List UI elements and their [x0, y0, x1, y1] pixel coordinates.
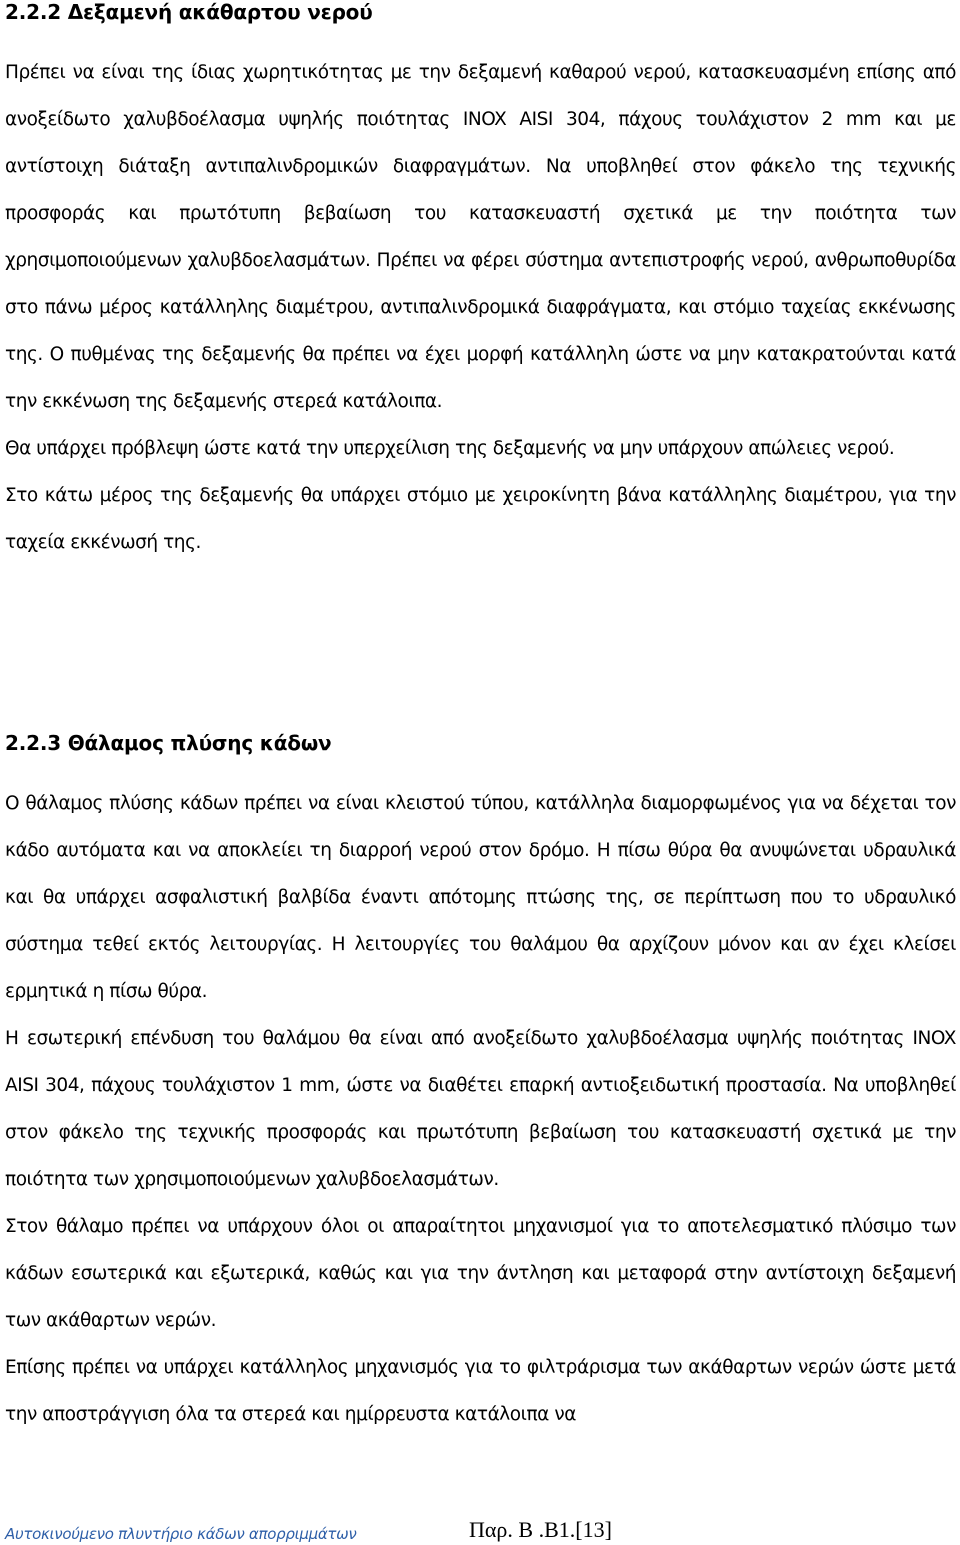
paragraph: Στο κάτω μέρος της δεξαμενής θα υπάρχει στόμιο με χειροκίνητη βάνα κατάλληλης διαμέτρου, για την ταχεία εκκένωσή της. [5, 485, 956, 553]
section-body-tank [5, 49, 956, 566]
paragraph: Θα υπάρχει πρόβλεψη ώστε κατά την υπερχείλιση της δεξαμενής να μην υπάρχουν απώλειες νερού. [5, 438, 895, 459]
footer-page-reference: Παρ. Β .Β1.[13] [469, 1517, 612, 1542]
paragraph: Επίσης πρέπει να υπάρχει κατάλληλος μηχανισμός για το φιλτράρισμα των ακάθαρτων νερών ώστε μετά την αποστράγγιση όλα τα στερεά και ημίρρευστα κατάλοιπα να [5, 1357, 956, 1425]
paragraph: Η εσωτερική επένδυση του θαλάμου θα είναι από ανοξείδωτο χαλυβδοέλασμα υψηλής ποιότητας INOX AISI 304, πάχους τουλάχιστον 1 mm, ώστε να διαθέτει επαρκή αντιοξειδωτική προστασία. Να υποβληθεί στον φάκελο της τεχνικής προσφοράς και πρωτότυπη βεβαίωση του κατασκευαστή σχετικά με την ποιότητα των χρησιμοποιούμενων χαλυβδοελασμάτων. [5, 1028, 956, 1190]
section-body-washing-chamber [5, 780, 956, 1438]
section-heading-washing-chamber: 2.2.3 Θάλαμος πλύσης κάδων [5, 731, 332, 755]
paragraph: Ο θάλαμος πλύσης κάδων πρέπει να είναι κλειστού τύπου, κατάλληλα διαμορφωμένος για να δέχεται τον κάδο αυτόματα και να αποκλείει τη διαρροή νερού στον δρόμο. Η πίσω θύρα θα ανυψώνεται υδραυλικά και θα υπάρχει ασφαλιστική βαλβίδα έναντι απότομης πτώσης της, σε περίπτωση που το υδραυλικό σύστημα τεθεί εκτός λειτουργίας. Η λειτουργίες του θαλάμου θα αρχίζουν μόνον και αν έχει κλείσει ερμητικά η πίσω θύρα. [5, 793, 956, 1002]
paragraph: Στον θάλαμο πρέπει να υπάρχουν όλοι οι απαραίτητοι μηχανισμοί για το αποτελεσματικό πλύσιμο των κάδων εσωτερικά και εξωτερικά, καθώς και για την άντληση και μεταφορά στην αντίστοιχη δεξαμενή των ακάθαρτων νερών. [5, 1216, 956, 1331]
paragraph: Πρέπει να είναι της ίδιας χωρητικότητας με την δεξαμενή καθαρού νερού, κατασκευασμένη επίσης από ανοξείδωτο χαλυβδοέλασμα υψηλής ποιότητας INOX AISI 304, πάχους τουλάχιστον 2 mm και με αντίστοιχη διάταξη αντιπαλινδρομικών διαφραγμάτων. Να υποβληθεί στον φάκελο της τεχνικής προσφοράς και πρωτότυπη βεβαίωση του κατασκευαστή σχετικά με την ποιότητα των χρησιμοποιούμενων χαλυβδοελασμάτων. Πρέπει να φέρει σύστημα αντεπιστροφής νερού, ανθρωποθυρίδα στο πάνω μέρος κατάλληλης διαμέτρου, αντιπαλινδρομικά διαφράγματα, και στόμιο ταχείας εκκένωσης της. Ο πυθμένας της δεξαμενής θα πρέπει να έχει μορφή κατάλληλη ώστε να μην κατακρατούνται κατά την εκκένωση της δεξαμενής στερεά κατάλοιπα. [5, 62, 956, 412]
page-footer [5, 1517, 956, 1545]
footer-document-title: Αυτοκινούμενο πλυντήριο κάδων απορριμμάτων [5, 1525, 357, 1543]
section-heading-tank: 2.2.2 Δεξαμενή ακάθαρτου νερού [5, 0, 373, 24]
